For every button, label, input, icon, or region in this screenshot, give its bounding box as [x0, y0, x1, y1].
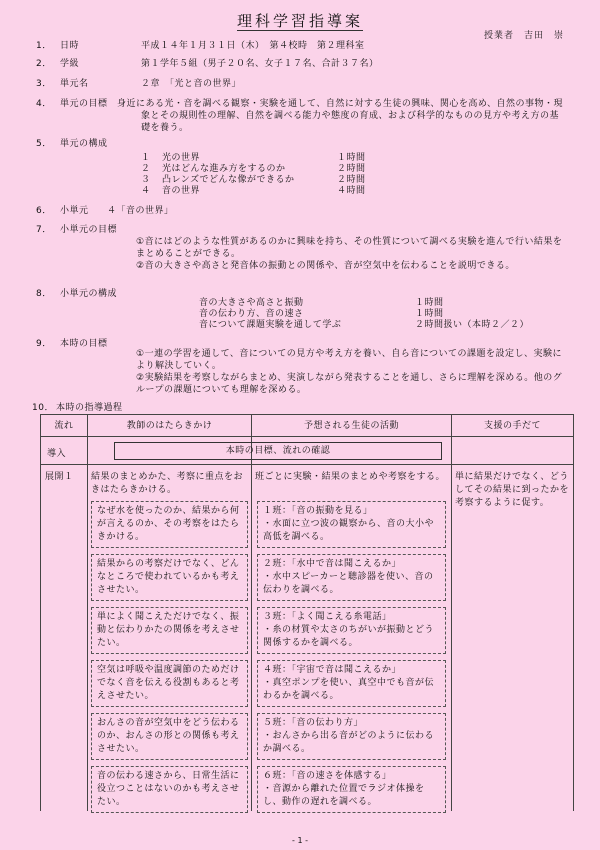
- group-activity-box: ５班：「音の伝わり方」 ・おんさから出る音がどのように伝わるか調べる。: [257, 713, 446, 760]
- group-activity-box: ６班：「音の速さを体感する」 ・音源から離れた位置でラジオ体操をし、動作の遅れを調べる。: [257, 766, 446, 813]
- dev-student-text: 班ごとに実験・結果のまとめや考察をする。: [255, 472, 446, 482]
- lesson-goal-item: ②実験結果を考察しながらまとめ、実演しながら発表することを通し、さらに理解を深める。他のグループの課題についても理解を深める。: [136, 373, 563, 395]
- process-table: [40, 414, 574, 811]
- teacher-prompt-box: 単によく聞こえただけでなく、振動と伝わりかたの関係を考えさせたい。: [91, 607, 248, 654]
- sub-structure-name: 音の大きさや高さと振動: [199, 298, 304, 308]
- lesson-goal-item: ①一連の学習を通して、音についての見方や考え方を養い、自ら音についての課題を設定し、実験により解決していく。: [136, 349, 563, 371]
- header-student: 予想される生徒の活動: [303, 421, 399, 431]
- header-divider: [41, 436, 573, 437]
- teacher-name: 授業者 吉田 崇: [483, 31, 564, 41]
- section-10-label: 本時の指導過程: [56, 403, 123, 413]
- structure-no: ２: [141, 164, 151, 174]
- structure-time: ２時間: [337, 175, 366, 185]
- teacher-prompt-box: 空気は呼吸や温度調節のためだけでなく音を伝える役割もあると考えさせたい。: [91, 660, 248, 707]
- dev-support-text: 単に結果だけでなく、どうしてその結果に到ったかを考察するように促す。: [455, 472, 570, 508]
- structure-time: ４時間: [337, 186, 366, 196]
- section-7-label: 小単元の目標: [60, 225, 118, 235]
- structure-name: 音の世界: [162, 186, 201, 196]
- structure-name: 凸レンズでどんな像ができるか: [162, 175, 295, 185]
- teacher-prompt-box: おんさの音が空気中をどう伝わるのか、おんさの形との関係も考えさせたい。: [91, 713, 248, 760]
- section-3-value: ２章 「光と音の世界」: [141, 79, 242, 89]
- intro-box: 本時の目標、流れの確認: [114, 442, 442, 460]
- section-1-label: 日時: [60, 41, 80, 51]
- sub-structure-name: 音について課題実験を通して学ぶ: [199, 320, 342, 330]
- structure-name: 光の世界: [162, 153, 201, 163]
- intro-label: 導入: [47, 449, 67, 459]
- section-8-label: 小単元の構成: [60, 289, 118, 299]
- header-flow: 流れ: [54, 421, 74, 431]
- section-2-number: 2．: [36, 59, 52, 69]
- section-1-number: 1．: [36, 41, 52, 51]
- section-6-value: ４「音の世界」: [107, 206, 174, 216]
- group-activity-box: ４班：「宇宙で音は聞こえるか」 ・真空ポンプを使い、真空中でも音が伝わるかを調べる。: [257, 660, 446, 707]
- teacher-prompt-box: 音の伝わる速さから、日常生活に役立つことはないのかも考えさせたい。: [91, 766, 248, 813]
- teacher-prompt-box: なぜ水を使ったのか、結果から何が言えるのか、その考察をはたらきかける。: [91, 501, 248, 548]
- dev-label: 展開１: [45, 472, 74, 482]
- column-divider: [251, 415, 252, 811]
- document-title: 理科学習指導案: [236, 12, 363, 30]
- structure-time: １時間: [337, 153, 366, 163]
- section-4-text: 身近にある光・音を調べる観察・実験を通して、自然に対する生徒の興味、関心を高め、自然の事物・現象とその規則性の理解、自然を調べる能力や態度の育成、および科学的なものの見方や考え方の基礎を養う。: [117, 99, 563, 133]
- title-underline: [237, 30, 363, 31]
- column-divider: [87, 415, 88, 811]
- page-number: - 1 -: [292, 836, 308, 845]
- group-activity-box: ２班：「水中で音は聞こえるか」 ・水中スピーカーと聴診器を使い、音の伝わりを調べる。: [257, 554, 446, 601]
- section-10-number: 10．: [32, 403, 54, 413]
- section-2-value: 第１学年５組（男子２０名、女子１７名、合計３７名）: [141, 59, 379, 69]
- dev-teacher-text: 結果のまとめかた、考察に重点をおきはたらきかける。: [91, 472, 244, 495]
- section-7-number: 7．: [36, 225, 52, 235]
- group-activity-box: ３班：「よく聞こえる糸電話」 ・糸の材質や太さのちがいが振動とどう関係するかを調べる。: [257, 607, 446, 654]
- group-activity-box: １班：「音の振動を見る」 ・水面に立つ波の観察から、音の大小や高低を調べる。: [257, 501, 446, 548]
- structure-no: ３: [141, 175, 151, 185]
- structure-time: ２時間: [337, 164, 366, 174]
- section-9-number: 9．: [36, 339, 52, 349]
- structure-no: ４: [141, 186, 151, 196]
- section-5-number: 5．: [36, 139, 52, 149]
- sub-structure-name: 音の伝わり方、音の速さ: [199, 309, 304, 319]
- header-teacher: 教師のはたらきかけ: [126, 421, 213, 431]
- sub-structure-time: ２時間扱い（本時２／２）: [415, 320, 530, 330]
- section-9-label: 本時の目標: [60, 339, 108, 349]
- section-1-value: 平成１４年１月３１日（木） 第４校時 第２理科室: [141, 41, 365, 51]
- column-divider: [451, 415, 452, 811]
- section-4-number: 4．: [36, 99, 52, 109]
- header-support: 支援の手だて: [483, 421, 541, 431]
- sub-structure-time: １時間: [415, 298, 444, 308]
- structure-name: 光はどんな進み方をするのか: [162, 164, 286, 174]
- row-divider: [41, 464, 573, 465]
- section-8-number: 8．: [36, 289, 52, 299]
- section-4-label: 単元の目標: [60, 99, 108, 109]
- section-3-label: 単元名: [60, 79, 89, 89]
- teacher-prompt-box: 結果からの考察だけでなく、どんなところで使われているかも考えさせたい。: [91, 554, 248, 601]
- section-6-number: 6．: [36, 206, 52, 216]
- section-3-number: 3．: [36, 79, 52, 89]
- structure-no: １: [141, 153, 151, 163]
- section-5-label: 単元の構成: [60, 139, 108, 149]
- section-2-label: 学級: [60, 59, 80, 69]
- section-6-label: 小単元: [60, 206, 89, 216]
- goal-item: ②音の大きさや高さと発音体の振動との関係や、音が空気中を伝わることを説明できる。: [136, 261, 515, 271]
- sub-structure-time: １時間: [415, 309, 444, 319]
- goal-item: ①音にはどのような性質があるのかに興味を持ち、その性質について調べる実験を進んで行い結果をまとめることができる。: [136, 237, 563, 259]
